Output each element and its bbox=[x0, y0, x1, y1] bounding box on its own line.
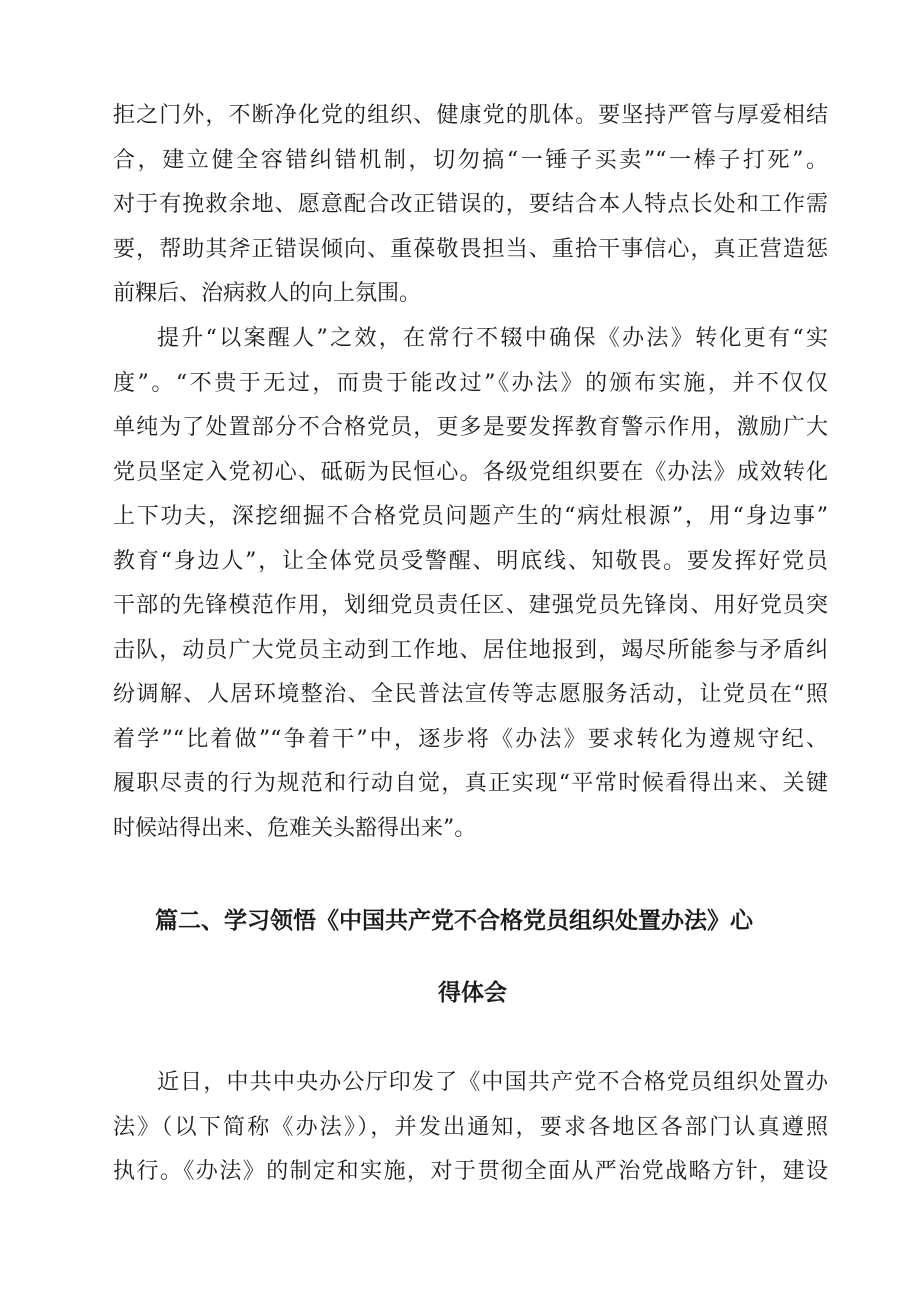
text-line: 时候站得出来、危难关头豁得出来”。 bbox=[113, 815, 477, 841]
text-line: 近日，中共中央办公厅印发了《中国共产党不合格党员组织处置办 bbox=[157, 1070, 828, 1095]
text-line: 提升“以案醒人”之效，在常行不辍中确保《办法》转化更有“实 bbox=[157, 326, 828, 351]
text-line: 党员坚定入党初心、砥砺为民恒心。各级党组织要在《办法》成效转化 bbox=[113, 459, 828, 485]
text-line: 执行。《办法》的制定和实施，对于贯彻全面从严治党战略方针，建设 bbox=[113, 1159, 828, 1184]
text-line: 法》（以下简称《办法》），并发出通知，要求各地区各部门认真遵照 bbox=[113, 1114, 828, 1140]
text-line: 拒之门外，不断净化党的组织、健康党的肌体。要坚持严管与厚爱相结 bbox=[113, 103, 828, 128]
text-line: 教育“身边人”，让全体党员受警醒、明底线、知敬畏。要发挥好党员 bbox=[113, 548, 828, 574]
text-line: 纷调解、人居环境整治、全民普法宣传等志愿服务活动，让党员在“照 bbox=[113, 682, 828, 707]
text-line: 对于有挽救余地、愿意配合改正错误的，要结合本人特点长处和工作需 bbox=[113, 192, 828, 217]
text-line: 单纯为了处置部分不合格党员，更多是要发挥教育警示作用，激励广大 bbox=[113, 415, 828, 440]
section-title: 篇二、学习领悟《中国共产党不合格党员组织处置办法》心 bbox=[155, 908, 753, 934]
text-line: 合，建立健全容错纠错机制，切勿搞“一锤子买卖”“一棒子打死”。 bbox=[113, 147, 828, 173]
text-line: 履职尽责的行为规范和行动自觉，真正实现“平常时候看得出来、关键 bbox=[113, 771, 828, 796]
text-line: 干部的先锋模范作用，划细党员责任区、建强党员先锋岗、用好党员突 bbox=[113, 593, 828, 618]
text-line: 要，帮助其斧正错误倾向、重葆敬畏担当、重拾干事信心，真正营造惩 bbox=[113, 236, 828, 262]
text-line: 击队，动员广大党员主动到工作地、居住地报到，竭尽所能参与矛盾纠 bbox=[113, 637, 828, 663]
text-line: 度”。“不贵于无过，而贵于能改过”《办法》的颁布实施，并不仅仅 bbox=[113, 370, 828, 396]
paragraph-intro bbox=[113, 1061, 828, 1195]
text-line: 上下功夫，深挖细掘不合格党员问题产生的“病灶根源”，用“身边事” bbox=[113, 504, 828, 529]
paragraph-continued bbox=[113, 94, 828, 317]
paragraph-practice bbox=[113, 317, 828, 851]
section-title-continued: 得体会 bbox=[438, 980, 507, 1006]
text-line: 着学”“比着做”“争着干”中，逐步将《办法》要求转化为遵规守纪、 bbox=[113, 726, 828, 752]
text-line: 前粿后、治病救人的向上氛围。 bbox=[113, 281, 422, 306]
